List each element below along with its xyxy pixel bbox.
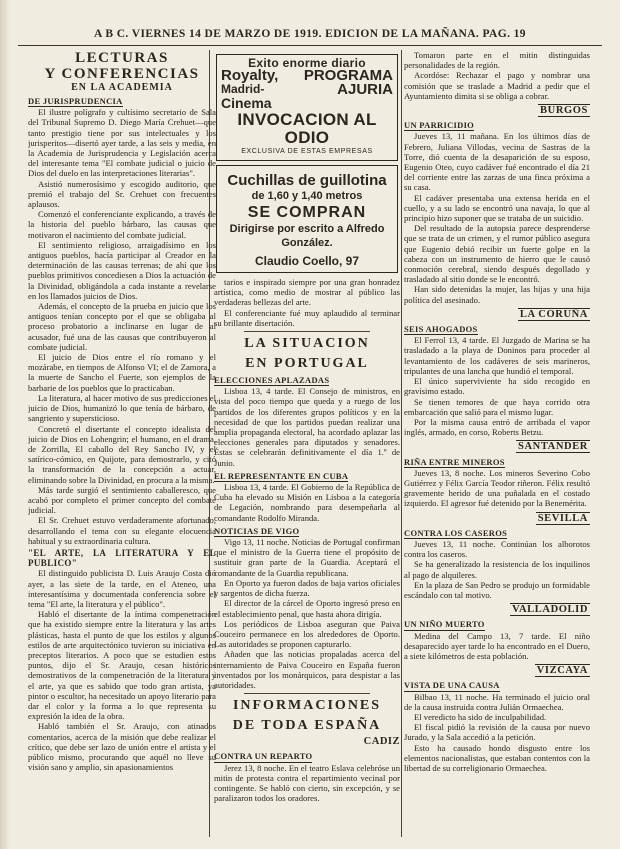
column-left	[28, 50, 216, 840]
cinema-advertisement	[216, 54, 398, 161]
ad-line: Royalty,	[221, 67, 279, 85]
ad-line: PROGRAMA	[303, 67, 393, 85]
paragraph: Han sido detenidas la mujer, las hijas y una hija política del asesinado.	[404, 284, 590, 305]
place-heading	[404, 309, 590, 320]
ad-line: Dirigirse por escrito a Alfredo González.	[229, 222, 385, 249]
section-kicker: VISTA DE UNA CAUSA	[404, 680, 500, 691]
paragraph: Tomaron parte en el mitin distinguidas personalidades de la región.	[404, 50, 590, 71]
ad-line: SE COMPRAN	[247, 203, 367, 221]
subheadline-academia: EN LA ACADEMIA	[71, 82, 173, 93]
paragraph: El sentimiento religioso, arraigadísimo en los antiguos pueblos, hacía participar al Creador en la determinación de las causas terrenas; de ahí que los pueblos primitivos concediesen a Dios la actuación de la Divinidad, obligándola a cada instante a revelarse en los llamados juicios de Dios.	[28, 239, 216, 301]
section-kicker: CONTRA LOS CASEROS	[404, 527, 508, 538]
paragraph: El único superviviente ha sido recogido en gravísimo estado.	[404, 376, 590, 397]
place-label: BURGOS	[540, 105, 588, 117]
paragraph: Habló el disertante de la íntima compenetración que ha existido siempre entre la literatura y las artes plásticas, hasta el punto de que los estilos y algunos estilos de arte arquitectónico tuvieron su iniciativa en preceptos literarios. A poco que se estudien estos puntos, dijo el Sr. Araujo, cesan históricos demostrativos de la compenetración de la literatura y el arte, ya que es sabido que todo gran artista, ya pintor o escultor, ha necesitado un apoyo literario para dar el color y la forma a lo que representa su expresión la idea de la obra.	[28, 609, 216, 722]
section-kicker: DE JURISPRUDENCIA	[28, 96, 123, 106]
paragraph: Se tienen temores de que haya corrido otra embarcación que salió para el mismo lugar.	[404, 396, 590, 417]
paragraph: Jerez 13, 8 noche. En el teatro Eslava celebróse un mitin de protesta contra el repartimiento vecinal por contingente. Se habló con cierto, sin excepción, y se paralizaron todos los oradores.	[214, 762, 400, 804]
place-label: SEVILLA	[537, 512, 588, 524]
paragraph: El ilustre polígrafo y cultísimo secretario de Sala del Tribunal Supremo D. Diego María Crehuet—que tanto prestigio tiene por sus intelectuales y los jurisperitos—disertó ayer tarde, a las seis y media, en la Academia de Jurisprudencia y Legislación acerca del interesante tema "El combate judicial o juicio de Dios del duelo en las interpretaciones literarias".	[28, 107, 216, 179]
header-rule	[18, 45, 602, 46]
paragraph: El distinguido publicista D. Luis Araujo Costa dió ayer, a las siete de la tarde, en el Ateneo, una interesantísima y documentada conferencia sobre el tema "El arte, la literatura y el público".	[28, 568, 216, 609]
place-heading	[404, 105, 590, 116]
paragraph: Los periódicos de Lisboa aseguran que Paiva Couceiro permanece en los alrededores de Oporto. Las autoridades se proponen capturarlo.	[214, 618, 400, 650]
paragraph: Lisboa 13, 4 tarde. El Gobierno de la República de Cuba ha elevado su Misión en Lisboa a la categoría de Legación, nombrando para desempeñarla al comandante Rodolfo Miranda.	[214, 482, 400, 523]
paragraph: Asistió numerosísimo y escogido auditorio, que premió el trabajo del Sr. Crehuet con frecuentes aplausos.	[28, 178, 216, 210]
place-label: VIZCAYA	[536, 665, 588, 677]
headline-situacion: LA SITUACION	[244, 336, 370, 352]
page-edge	[0, 0, 10, 849]
paragraph: Además, el concepto de la prueba en juicio que los antiguos tenían concepto por el que se obligaba al proceso probatorio a inclinarse en lugar de al acusador, fué una de las causas que contribuyeron al combate judicial.	[28, 301, 216, 352]
divider	[244, 693, 370, 694]
paragraph: Bilbao 13, 11 noche. Ha terminado el juicio oral de la causa instruida contra Julián Ormaechea.	[404, 691, 590, 712]
paragraph: Jueves 13, 8 noche. Los mineros Severino Cobo Gutiérrez y Félix García Teodor riñeron. Félix resultó gravemente herido de una puñalada en el costado izquierdo. El agresor fué detenido por la Benemérita.	[404, 467, 590, 509]
place-label: SANTANDER	[518, 441, 588, 453]
headline-toda-espana: DE TODA ESPAÑA	[232, 718, 382, 734]
section-kicker: ELECCIONES APLAZADAS	[214, 375, 330, 386]
ad-line: de 1,60 y 1,40 metros	[251, 190, 363, 203]
paragraph: Concretó el disertante el concepto idealista del juicio de Dios en Lohengrin; el humano, en el drama, de Zorrilla, El caballo del Rey Sancho IV, y el satírico-cómico, en Quijote, para demostrarlo, y citó la transformación de la concepción a actuar, eliminando sobre la Divinidad, en procura a la misma.	[28, 423, 216, 485]
section-kicker: CONTRA UN REPARTO	[214, 751, 313, 762]
headline-informaciones: INFORMACIONES	[232, 698, 382, 714]
place-label: LA CORUÑA	[519, 308, 588, 320]
page-header: A B C. VIERNES 14 DE MARZO DE 1919. EDICION DE LA MAÑANA. PAG. 19	[94, 28, 526, 40]
paragraph: El juicio de Dios entre el río romano y el mozárabe, en tiempos de Alfonso VI; el de Zamora, a la muerte de Sancho el Fuerte, son ejemplos de la barbarie de los pueblos que lo practicaban.	[28, 352, 216, 393]
guillotine-advertisement	[216, 165, 398, 273]
paragraph: El Sr. Crehuet estuvo verdaderamente afortunado, desarrollando el tema con su elegante elocuencia habitual y su extraordinaria cultura.	[28, 515, 216, 546]
section-kicker: RIÑA ENTRE MINEROS	[404, 456, 505, 467]
headline-conferencias: Y CONFERENCIAS	[44, 66, 200, 82]
paragraph: Por la misma causa entró de arribada el vapor inglés, armado, en corso, Roberts Betzu.	[404, 416, 590, 438]
paragraph: El conferenciante fué muy aplaudido al terminar su brillante disertación.	[214, 307, 400, 328]
paragraph: Vigo 13, 11 noche. Noticias de Portugal confirman que el ministro de la Guerra tiene el propósito de sustituir gran parte de la Guardia. Aceptará el comandante de la Guardia republicana.	[214, 537, 400, 578]
ad-line: Cuchillas de guillotina	[227, 172, 387, 190]
paragraph: En la plaza de San Pedro se produjo un formidable escándalo con tal motivo.	[404, 579, 590, 600]
place-heading	[404, 513, 590, 524]
paragraph: El director de la cárcel de Oporto ingresó preso en el establecimiento penal, que hasta ahora dirigía.	[214, 598, 400, 619]
ad-line: Cinema	[221, 95, 272, 112]
paragraph: Comenzó el conferenciante explicando, a través de la historia del pueblo bárbaro, las causas que motivaron el nacimiento del combate judicial.	[28, 209, 216, 240]
paragraph: Medina del Campo 13, 7 tarde. El niño desaparecido ayer tarde lo ha encontrado en el Duero, a siete kilómetros de esta población.	[404, 630, 590, 661]
paragraph: El cadáver presentaba una extensa herida en el cuello, y a su lado se encontró una navaja, lo que al principio hizo suponer que se trataba de un suicidio.	[404, 192, 590, 224]
divider	[244, 331, 370, 332]
paragraph: Lisboa 13, 4 tarde. El Consejo de ministros, en vista del poco tiempo que queda y a ruego de los partidos de los diferentes grupos políticos y en la necesidad de que los partidos puedan realizar una amplia propaganda electoral, ha acordado aplazar las elecciones generales para diputados y senadores. Éstas se celebrarán definitivamente el día 1.º de Junio.	[214, 386, 400, 468]
section-kicker: EL REPRESENTANTE EN CUBA	[214, 470, 349, 481]
place-heading	[404, 441, 590, 452]
headline-lecturas: LECTURAS	[75, 50, 169, 66]
paragraph: El veredicto ha sido de inculpabilidad.	[414, 711, 547, 722]
ad-line: INVOCACION AL ODIO	[237, 110, 377, 148]
paragraph: Jueves 13, 11 noche. Continúan los alborotos contra los caseros.	[404, 538, 590, 560]
paragraph: En Oporto ya fueron dados de baja varios oficiales y sargentos de dicha fuerza.	[214, 577, 400, 599]
place-label: VALLADOLID	[512, 604, 588, 616]
column-right	[404, 50, 590, 840]
section-kicker: SEIS AHOGADOS	[404, 324, 478, 335]
section-kicker: NOTICIAS DE VIGO	[214, 525, 300, 536]
paragraph: Del resultado de la autopsia parece desprenderse que se trata de un crimen, y el rumor público asegura que Eugenio debió recibir un fuerte golpe en la cabeza con un instrumento de hierro que le causó conmoción cerebral, siendo después degollado y trasladado al sitio donde se le encontró.	[404, 223, 590, 285]
paragraph: El fiscal pidió la revisión de la causa por nuevo Jurado, y la Sala accedió a la petición.	[404, 722, 590, 743]
ad-line: Madrid-	[221, 82, 265, 97]
ad-line: AJURIA	[337, 81, 393, 99]
column-divider	[401, 50, 402, 837]
section-kicker: UN NIÑO MUERTO	[404, 619, 485, 630]
paragraph: La literatura, al hacer motivo de sus predicciones el juicio de Dios, humanizó lo que tenía de bárbaro, de sangriento y supersticioso.	[28, 392, 216, 424]
paragraph: Esto ha causado hondo disgusto entre los elementos nacionalistas, que estaban contentos con la libertad de su correligionario Ormaechea.	[404, 742, 590, 773]
column-middle	[214, 50, 400, 840]
ad-line: EXCLUSIVA DE ESTAS EMPRESAS	[241, 148, 373, 156]
paragraph: El Ferrol 13, 4 tarde. El Juzgado de Marina se ha trasladado a la playa de Doninos para proceder al levantamiento de los cadáveres de seis marineros, tripulantes de una lancha que hundió el temporal.	[404, 335, 590, 376]
place-heading: CADIZ	[363, 736, 400, 748]
paragraph: Jueves 13, 11 mañana. En los últimos días de Febrero, Juliana Villodas, vecina de Sastras de la Torre, dió cuenta de la desaparición de su esposo, Eugenio Oteo, cuyo cadáver fué encontrado el día 21 del corriente entre las zarzas de una finca próxima a su casa.	[404, 131, 590, 193]
paragraph: tarios e inspirado siempre por una gran honradez artística, como medio de mostrar al público las verdaderas bellezas del arte.	[214, 277, 400, 308]
paragraph: Añaden que las noticias propaladas acerca del internamiento de Paiva Couceiro en España fueron inventados por los monárquicos, para despistar a las autoridades.	[214, 649, 400, 690]
place-heading	[404, 665, 590, 676]
section-kicker: UN PARRICIDIO	[404, 120, 475, 131]
ad-line: Claudio Coello, 97	[254, 253, 359, 268]
headline-portugal: EN PORTUGAL	[245, 356, 369, 372]
paragraph: Acordóse: Rechazar el pago y nombrar una comisión que se traslade a Madrid a pedir que el Ayuntamiento dimita si se obliga a cobrar.	[404, 70, 590, 101]
paragraph: Más tarde surgió el sentimiento caballeresco, que acabó por completo el primer concepto del combate judicial.	[28, 484, 216, 516]
paragraph: Se ha generalizado la resistencia de los inquilinos al pago de alquileres.	[404, 559, 590, 580]
paragraph: Habló también el Sr. Araujo, con atinados comentarios, acerca de la misión que debe realizar el crítico, que debe ser lazo de unión entre el artista y el público mismo, procurando que aquél no lleve su visión sano y amplio, sin apasionamientos	[28, 721, 216, 773]
ad-line: Exito enorme diario	[248, 56, 366, 70]
section-kicker: "EL ARTE, LA LITERATURA Y EL PUBLICO"	[28, 547, 216, 569]
place-heading	[404, 604, 590, 615]
